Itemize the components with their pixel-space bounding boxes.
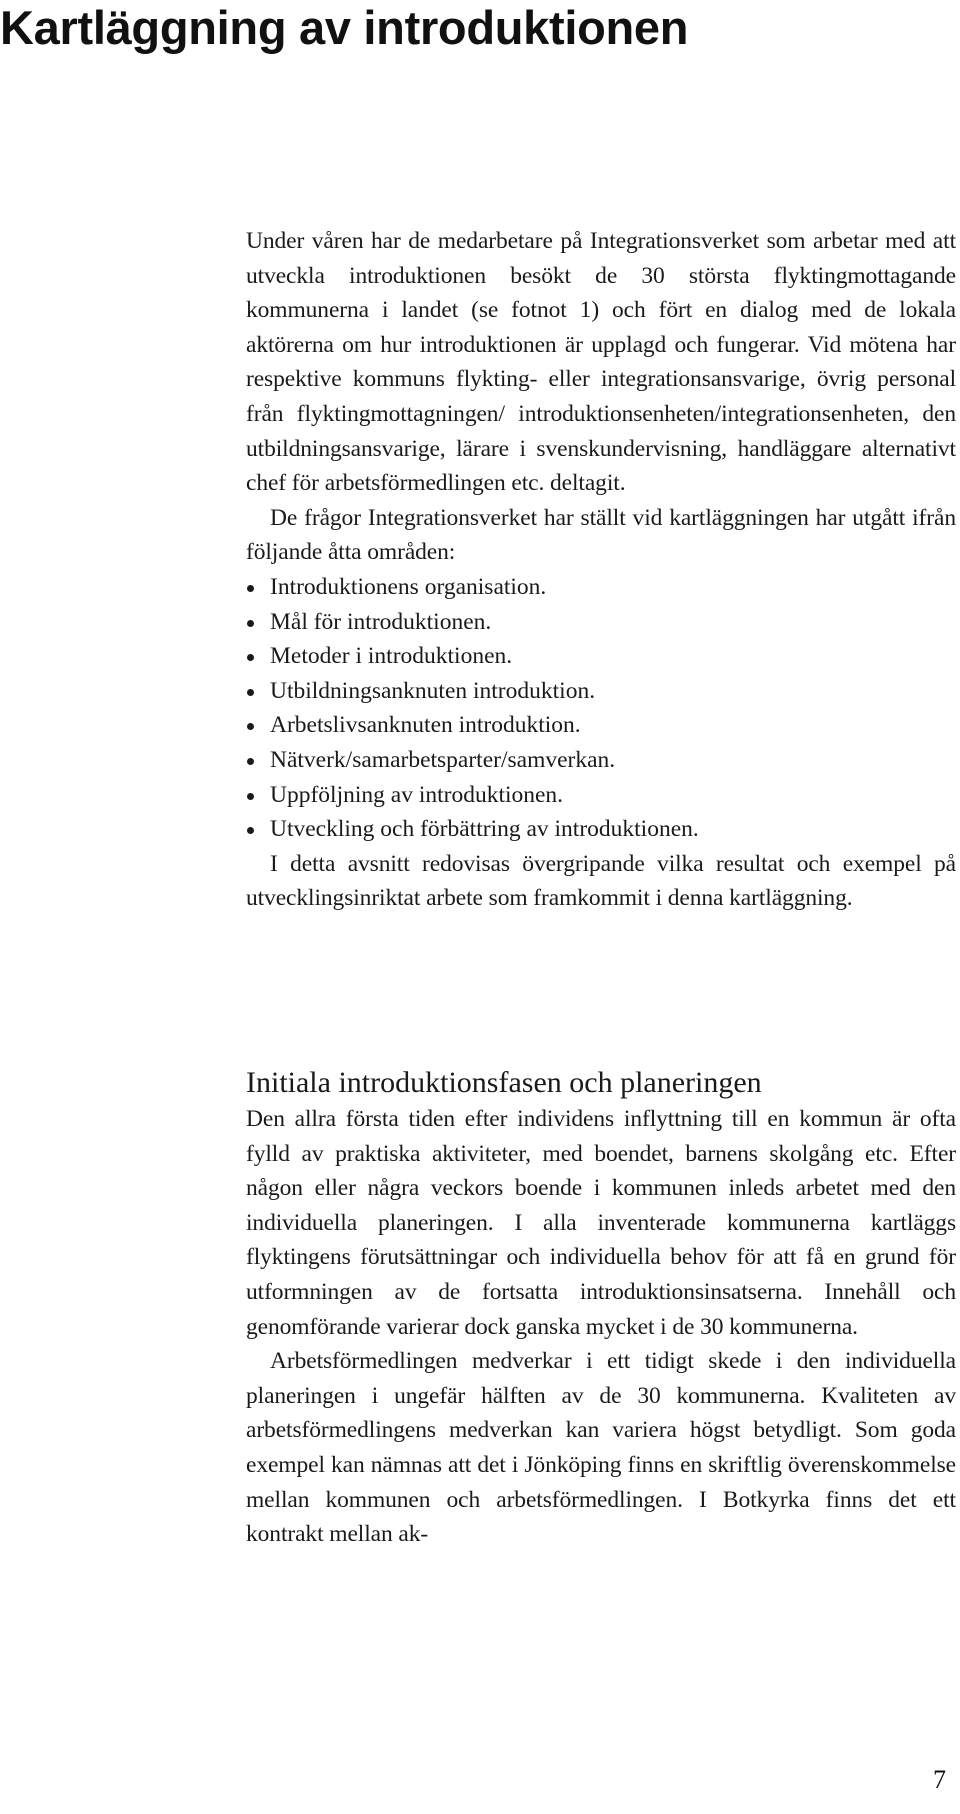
bullet-icon xyxy=(247,654,254,661)
list-item xyxy=(246,743,956,778)
list-item xyxy=(246,812,956,847)
section-paragraph-1: Den allra första tiden efter individens inflyttning till en kommun är ofta fylld av praktiska aktiviteter, med boendet, barnens skolgång etc. Efter någon eller några veckors boende i kommunen inleds arbetet med den individuella planeringen. I alla inventerade kommunerna kartläggs flyktingens förutsättningar och individuella behov för att få en grund för utformningen av de fortsatta introduktionsinsatserna. Innehåll och genomförande varierar dock ganska mycket i de 30 kommunerna. xyxy=(246,1106,956,1340)
bullet-icon xyxy=(247,758,254,765)
bullet-icon xyxy=(247,793,254,800)
page-title: Kartläggning av introduktionen xyxy=(0,1,689,54)
list-item xyxy=(246,605,956,640)
list-item-text: Mål för introduktionen. xyxy=(270,608,492,635)
list-item xyxy=(246,674,956,709)
section-initial-phase xyxy=(246,1064,956,1552)
bullet-icon xyxy=(247,827,254,834)
intro-paragraph-3: I detta avsnitt redovisas övergripande vilka resultat och exempel på utvecklingsinriktat arbete som framkommit i denna kartläggning. xyxy=(246,850,956,912)
intro-paragraph-1: Under våren har de medarbetare på Integrationsverket som arbetar med att utveckla introduktionen besökt de 30 största flyktingmottagande kommunerna i landet (se fotnot 1) och fört en dialog med de lokala aktörerna om hur introduktionen är upplagd och fungerar. Vid mötena har respektive kommuns flykting- eller integrationsansvarige, övrig personal från flyktingmottagningen/ introduktionsenheten/integrationsenheten, den utbildningsansvarige, lärare i svenskundervisning, handläggare alternativt chef för arbetsförmedlingen etc. deltagit. xyxy=(246,228,956,497)
focus-areas-list xyxy=(246,570,956,847)
list-item-text: Arbetslivsanknuten introduktion. xyxy=(270,712,581,739)
bullet-icon xyxy=(247,620,254,627)
section-paragraph-2: Arbetsförmedlingen medverkar i ett tidigt skede i den individuella planeringen i ungefär hälften av de 30 kommunerna. Kvaliteten av arbetsförmedlingens medverkan kan variera högst betydligt. Som goda exempel kan nämnas att det i Jönköping finns en skriftlig överenskommelse mellan kommunen och arbetsförmedlingen. I Botkyrka finns det ett kontrakt mellan ak- xyxy=(246,1348,956,1548)
bullet-icon xyxy=(247,723,254,730)
list-item xyxy=(246,708,956,743)
list-item-text: Utbildningsanknuten introduktion. xyxy=(270,677,596,704)
section-heading: Initiala introduktionsfasen och planeringen xyxy=(246,1066,762,1099)
list-item-text: Metoder i introduktionen. xyxy=(270,643,513,670)
bullet-icon xyxy=(247,689,254,696)
list-item xyxy=(246,639,956,674)
bullet-icon xyxy=(247,585,254,592)
intro-section xyxy=(246,224,956,916)
list-item-text: Utveckling och förbättring av introduktionen. xyxy=(270,816,699,843)
list-item xyxy=(246,570,956,605)
list-item-text: Nätverk/samarbetsparter/samverkan. xyxy=(270,746,616,773)
list-item xyxy=(246,778,956,813)
intro-paragraph-2: De frågor Integrationsverket har ställt vid kartläggningen har utgått ifrån följande åtta områden: xyxy=(246,504,956,566)
list-item-text: Uppföljning av introduktionen. xyxy=(270,781,564,808)
list-item-text: Introduktionens organisation. xyxy=(270,573,547,600)
page-number: 7 xyxy=(933,1765,946,1794)
